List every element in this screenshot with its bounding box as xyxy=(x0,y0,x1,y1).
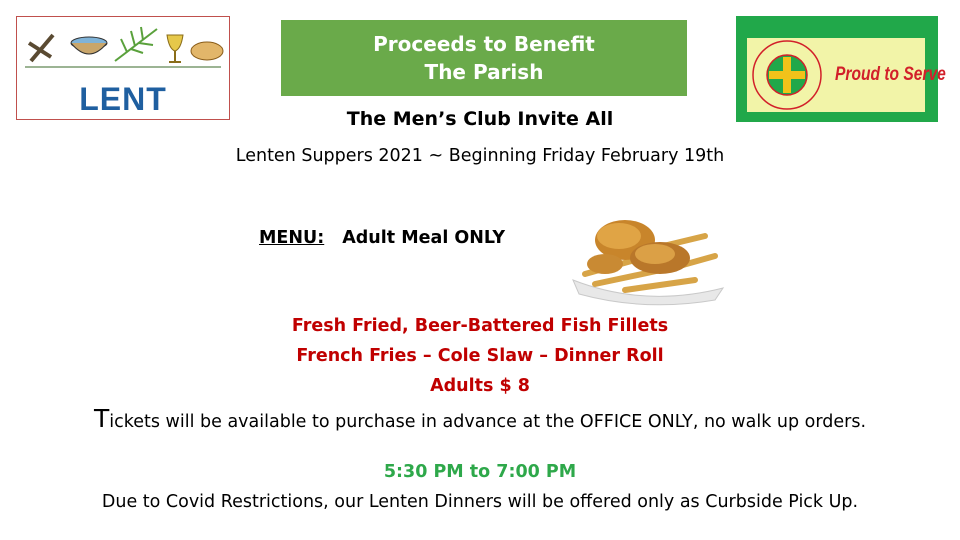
lent-word: LENT xyxy=(79,81,167,117)
menu-text: Adult Meal ONLY xyxy=(342,228,506,248)
covid-notice: Due to Covid Restrictions, our Lenten Dinners will be offered only as Curbside Pick Up. xyxy=(101,492,859,512)
menu-item-fish: Fresh Fried, Beer-Battered Fish Fillets xyxy=(291,316,669,336)
badge-panel xyxy=(747,38,946,112)
menu-line xyxy=(259,228,505,248)
proceeds-banner xyxy=(281,20,687,96)
tickets-text: ickets will be available to purchase in advance at the OFFICE ONLY, no walk up orders. xyxy=(109,412,867,432)
tickets-first-letter: T xyxy=(93,404,110,433)
proud-to-serve-slogan: Proud to Serve xyxy=(835,64,946,85)
banner-line-1: Proceeds to Benefit xyxy=(373,32,595,56)
tickets-notice xyxy=(0,404,960,433)
banner-line-2: The Parish xyxy=(424,60,544,84)
fish-and-chips-photo xyxy=(565,200,725,308)
pickup-time: 5:30 PM to 7:00 PM xyxy=(383,462,577,482)
suppers-subheading: Lenten Suppers 2021 ~ Beginning Friday February 19th xyxy=(235,146,725,166)
lent-logo xyxy=(16,16,230,120)
invite-heading: The Men’s Club Invite All xyxy=(346,108,614,130)
mens-club-badge xyxy=(736,16,946,122)
menu-item-sides: French Fries – Cole Slaw – Dinner Roll xyxy=(296,346,664,366)
menu-label: MENU: xyxy=(259,228,325,248)
menu-item-price: Adults $ 8 xyxy=(430,376,530,396)
